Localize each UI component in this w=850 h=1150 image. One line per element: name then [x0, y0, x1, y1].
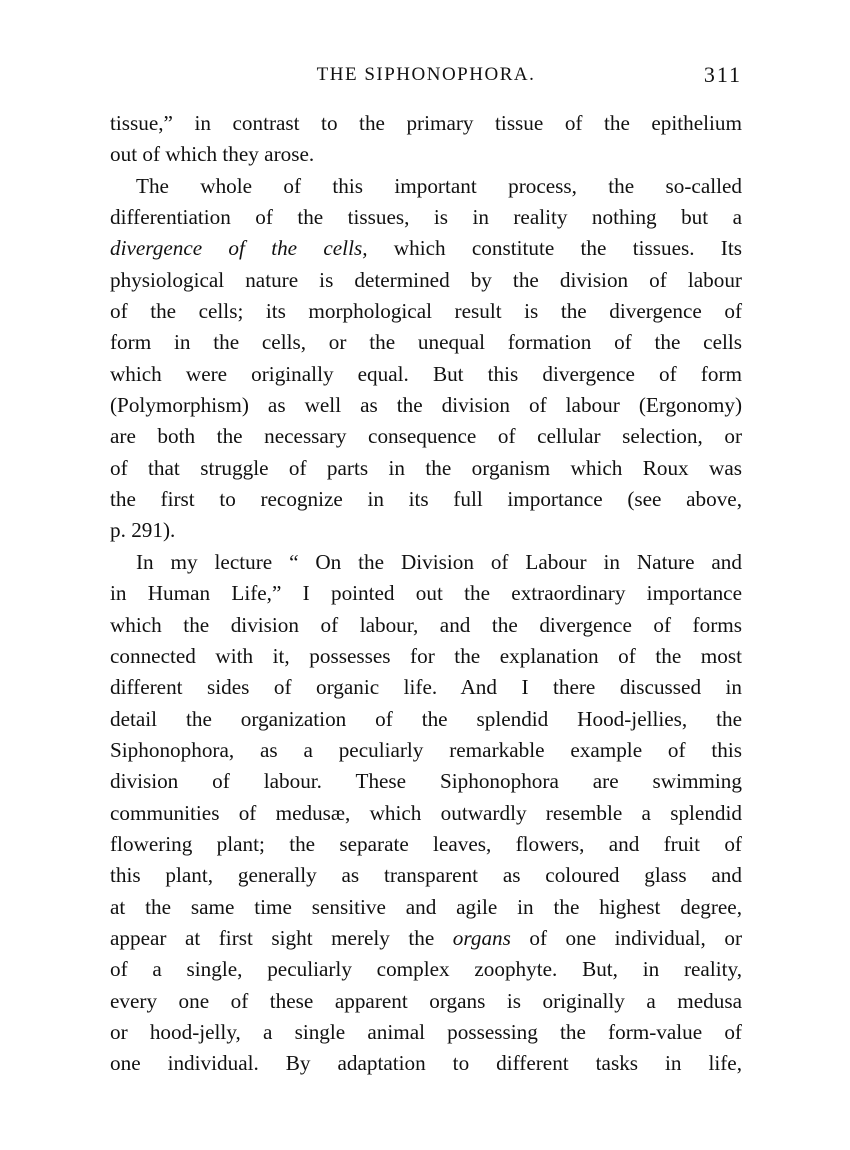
text-line [110, 359, 742, 390]
text-segment: The whole of this important process, the so-called [136, 173, 742, 198]
text-line [110, 829, 742, 860]
text-segment: division of labour. These Siphonophora are swimming [110, 769, 742, 794]
text-line [110, 233, 742, 264]
text-segment: flowering plant; the separate leaves, flowers, and fruit of [110, 831, 742, 856]
text-line [110, 860, 742, 891]
text-line [110, 704, 742, 735]
text-segment: one individual. By adaptation to different tasks in life, [110, 1051, 742, 1076]
text-line [110, 202, 742, 233]
text-segment: of that struggle of parts in the organism which Roux was [110, 455, 742, 480]
text-segment: In my lecture “ On the Division of Labour in Nature and [136, 549, 742, 574]
text-segment: different sides of organic life. And I there discussed in [110, 675, 742, 700]
text-line [110, 484, 742, 515]
text-segment: which the division of labour, and the divergence of forms [110, 612, 742, 637]
paragraph [110, 108, 742, 171]
text-line [110, 547, 742, 578]
text-line [110, 766, 742, 797]
text-segment: p. 291). [110, 518, 176, 543]
text-line [110, 954, 742, 985]
text-segment: form in the cells, or the unequal formation of the cells [110, 330, 742, 355]
text-line [110, 139, 742, 170]
text-line [110, 672, 742, 703]
text-line [110, 515, 742, 546]
text-line [110, 798, 742, 829]
text-segment: (Polymorphism) as well as the division of labour (Ergonomy) [110, 393, 742, 418]
text-segment: physiological nature is determined by the division of labour [110, 267, 742, 292]
text-segment: detail the organization of the splendid Hood-jellies, the [110, 706, 742, 731]
text-segment: which constitute the tissues. Its [367, 236, 742, 261]
italic-text: divergence of the cells, [110, 236, 368, 261]
text-segment: at the same time sensitive and agile in the highest degree, [110, 894, 742, 919]
text-line [110, 171, 742, 202]
text-segment: of a single, peculiarly complex zoophyte. But, in reality, [110, 957, 742, 982]
text-segment: connected with it, possesses for the explanation of the most [110, 643, 742, 668]
text-line [110, 108, 742, 139]
text-line [110, 641, 742, 672]
body-text [110, 108, 742, 1080]
text-line [110, 610, 742, 641]
text-line [110, 923, 742, 954]
text-segment: of the cells; its morphological result is the divergence of [110, 299, 742, 324]
text-line [110, 265, 742, 296]
running-head [110, 60, 742, 90]
text-segment: appear at first sight merely the [110, 925, 453, 950]
text-line [110, 986, 742, 1017]
running-title: THE SIPHONOPHORA. [316, 64, 536, 85]
text-line [110, 327, 742, 358]
text-segment: which were originally equal. But this divergence of form [110, 361, 742, 386]
text-segment: tissue,” in contrast to the primary tissue of the epithelium [110, 111, 742, 135]
text-line [110, 390, 742, 421]
text-segment: in Human Life,” I pointed out the extraordinary importance [110, 581, 742, 606]
text-segment: of one individual, or [510, 925, 742, 950]
text-segment: are both the necessary consequence of cellular selection, or [110, 424, 742, 449]
text-segment: this plant, generally as transparent as coloured glass and [110, 863, 742, 888]
page-number: 311 [703, 62, 742, 87]
text-segment: differentiation of the tissues, is in reality nothing but a [110, 205, 742, 230]
text-segment: out of which they arose. [110, 142, 315, 167]
text-line [110, 1017, 742, 1048]
text-line [110, 892, 742, 923]
text-line [110, 578, 742, 609]
text-segment: the first to recognize in its full importance (see above, [110, 487, 742, 512]
italic-text: organs [452, 925, 511, 950]
text-line [110, 421, 742, 452]
text-segment: or hood-jelly, a single animal possessing the form-value of [110, 1019, 742, 1044]
text-line [110, 735, 742, 766]
text-segment: communities of medusæ, which outwardly resemble a splendid [110, 800, 742, 825]
text-segment: every one of these apparent organs is originally a medusa [110, 988, 742, 1013]
text-line [110, 453, 742, 484]
text-line [110, 1048, 742, 1079]
text-line [110, 296, 742, 327]
paragraph [110, 547, 742, 1080]
paragraph [110, 171, 742, 547]
text-segment: Siphonophora, as a peculiarly remarkable example of this [110, 737, 742, 762]
